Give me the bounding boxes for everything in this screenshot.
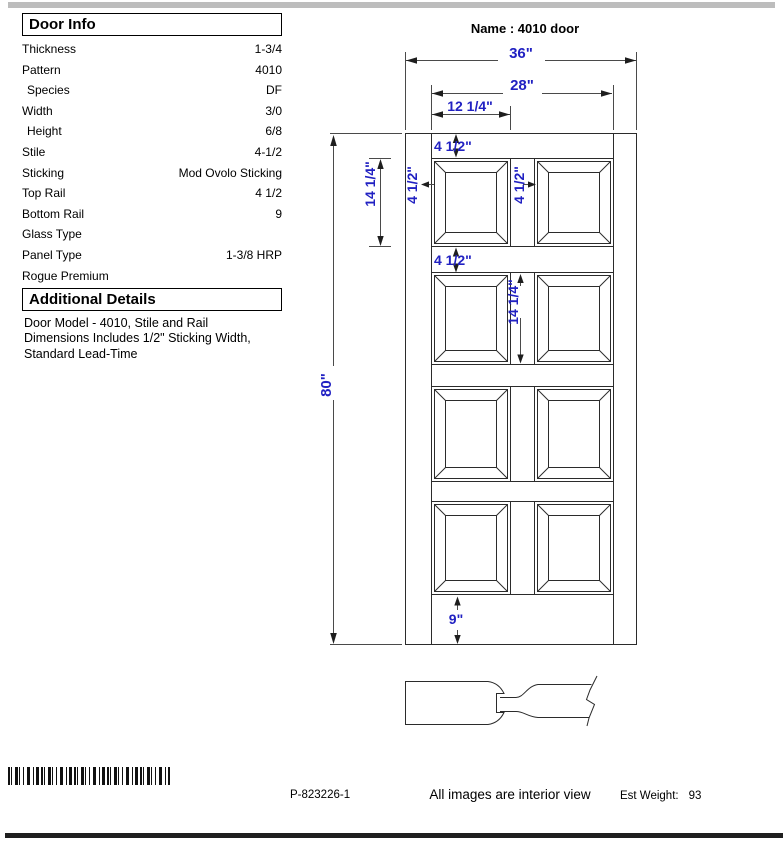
dim-top-rail: 4 1/2" bbox=[434, 138, 472, 154]
dim-mid-rail: 4 1/2" bbox=[434, 252, 472, 268]
additional-details-text: Door Model - 4010, Stile and Rail Dimensions Includes 1/2" Sticking Width, Standard Lead-Time bbox=[24, 316, 251, 361]
row-label: Panel Type bbox=[22, 247, 82, 262]
row-value: 9 bbox=[275, 206, 282, 221]
sticking-profile-section bbox=[406, 676, 598, 726]
interior-view-note: All images are interior view bbox=[429, 787, 591, 802]
dimension-lines bbox=[330, 52, 637, 645]
dim-panel-height-center: 14 1/4" bbox=[505, 279, 521, 325]
part-number: P-823226-1 bbox=[290, 789, 351, 801]
dim-center-stile: 4 1/2" bbox=[511, 166, 527, 204]
door-info-header: Door Info bbox=[22, 13, 282, 36]
row-label: Pattern bbox=[22, 62, 61, 77]
panel bbox=[432, 387, 511, 482]
raised-panels bbox=[432, 159, 614, 595]
row-label: Sticking bbox=[22, 165, 65, 180]
row-label: Glass Type bbox=[22, 227, 82, 242]
panel bbox=[535, 387, 614, 482]
row-label: Width bbox=[22, 103, 53, 118]
additional-details-header: Additional Details bbox=[22, 288, 282, 311]
row-value: 6/8 bbox=[265, 124, 282, 139]
barcode bbox=[8, 767, 170, 785]
panel bbox=[432, 159, 511, 247]
bottom-divider-bar bbox=[5, 833, 783, 838]
est-weight bbox=[620, 790, 701, 802]
row-value: 1-3/4 bbox=[254, 42, 282, 56]
row-label: Bottom Rail bbox=[22, 206, 85, 221]
panel bbox=[535, 273, 614, 365]
row-label: Rogue Premium bbox=[22, 268, 109, 283]
row-label: Top Rail bbox=[22, 186, 66, 201]
row-value: DF bbox=[266, 83, 282, 98]
panel bbox=[535, 502, 614, 595]
dim-bottom-rail: 9" bbox=[448, 611, 464, 627]
row-label: Thickness bbox=[22, 42, 77, 56]
panel bbox=[432, 273, 511, 365]
dim-overall-height: 80" bbox=[318, 373, 335, 397]
dim-overall-width: 36" bbox=[509, 45, 533, 62]
dim-panel-width: 12 1/4" bbox=[447, 98, 493, 114]
dim-left-stile: 4 1/2" bbox=[404, 166, 420, 204]
row-value: 4 1/2 bbox=[255, 186, 282, 201]
row-value: 4-1/2 bbox=[254, 144, 282, 159]
row-value: 3/0 bbox=[265, 103, 282, 118]
panel bbox=[535, 159, 614, 247]
drawing-name-label: Name : 4010 door bbox=[470, 21, 580, 36]
dim-inner-width: 28" bbox=[510, 77, 534, 94]
panel bbox=[432, 502, 511, 595]
row-value: 4010 bbox=[255, 62, 282, 77]
dim-panel-height-left: 14 1/4" bbox=[362, 161, 378, 207]
row-value: Mod Ovolo Sticking bbox=[178, 165, 282, 180]
row-value: 1-3/8 HRP bbox=[225, 247, 282, 262]
row-label: Height bbox=[27, 124, 62, 139]
est-weight-label: Est Weight: bbox=[620, 790, 679, 802]
row-label: Stile bbox=[22, 144, 46, 159]
row-label: Species bbox=[27, 83, 70, 98]
est-weight-value: 93 bbox=[688, 790, 702, 802]
